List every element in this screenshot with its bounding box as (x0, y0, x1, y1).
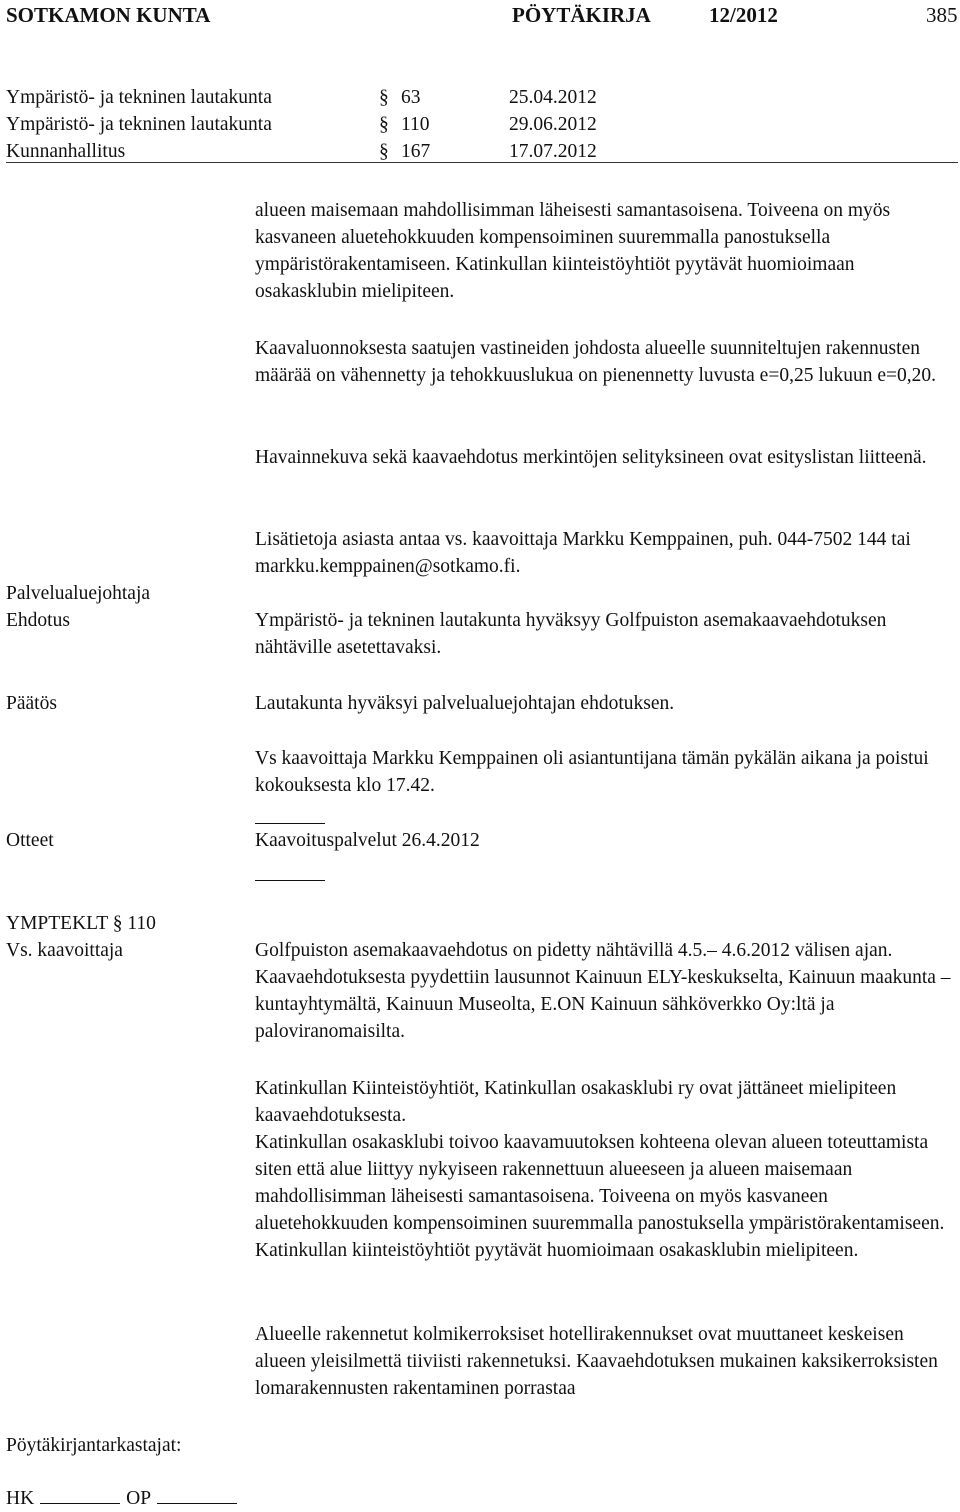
section-symbol: § (379, 114, 389, 135)
meeting-date: 17.07.2012 (509, 141, 597, 162)
page-header (6, 2, 956, 32)
section-number: 110 (401, 114, 430, 135)
meeting-date: 25.04.2012 (509, 87, 597, 108)
divider (255, 880, 325, 881)
paragraph: Kaavaluonnoksesta saatujen vastineiden johdosta alueelle suunniteltujen rakennusten määrää on vähennetty ja tehokkuuslukua on pienennetty luvusta e=0,25 lukuun e=0,20. (255, 338, 937, 386)
inspectors-label: Pöytäkirjantarkastajat: (6, 1435, 182, 1456)
reference-role: Vs. kaavoittaja (6, 940, 123, 961)
paragraph: Katinkullan Kiinteistöyhtiöt, Katinkullan osakasklubi ry ovat jättäneet mielipiteen kaavaehdotuksesta. (255, 1078, 897, 1126)
paragraph: Golfpuiston asemakaavaehdotus on pidetty nähtävillä 4.5.– 4.6.2012 välisen ajan. Kaavaehdotuksesta pyydettiin lausunnot Kainuun ELY-keskukselta, Kainuun maakunta –kuntayhtymältä, Kainuun Museolta, E.ON Kainuun sähköverkko Oy:ltä ja paloviranomaisilta. (255, 940, 951, 1042)
meeting-row (6, 138, 956, 165)
meeting-row (6, 111, 956, 138)
paragraph: alueen maisemaan mahdollisimman läheisesti samantasoisena. Toiveena on myös kasvaneen aluetehokkuuden kompensoiminen suuremmalla panostuksella ympäristörakentamiseen. Katinkullan kiinteistöyhtiöt pyytävät huomioimaan osakasklubin mielipiteen. (255, 200, 891, 302)
proposal-text: Ympäristö- ja tekninen lautakunta hyväksyy Golfpuiston asemakaavaehdotuksen nähtäville asetettavaksi. (255, 610, 887, 658)
reference-code: YMPTEKLT § 110 (6, 913, 156, 934)
meeting-date: 29.06.2012 (509, 114, 597, 135)
document-type: PÖYTÄKIRJA (512, 3, 651, 27)
section-symbol: § (379, 87, 389, 108)
meeting-body: Kunnanhallitus (6, 141, 126, 162)
municipality-name: SOTKAMON KUNTA (6, 3, 211, 27)
proposer-label: Palvelualuejohtaja (6, 583, 151, 604)
paragraph: Lisätietoja asiasta antaa vs. kaavoittaja Markku Kemppainen, puh. 044-7502 144 tai markku.kemppainen@sotkamo.fi. (255, 529, 911, 577)
header-divider (6, 162, 958, 163)
issue-number: 12/2012 (709, 3, 778, 27)
signature-blank (40, 1503, 120, 1504)
meeting-row (6, 84, 956, 111)
decision-label: Päätös (6, 693, 57, 714)
section-symbol: § (379, 141, 389, 162)
paragraph: Vs kaavoittaja Markku Kemppainen oli asiantuntijana tämän pykälän aikana ja poistui kokouksesta klo 17.42. (255, 748, 929, 796)
signature-hk: HK (6, 1488, 35, 1509)
extracts-text: Kaavoituspalvelut 26.4.2012 (255, 830, 480, 851)
meeting-body: Ympäristö- ja tekninen lautakunta (6, 114, 272, 135)
paragraph: Havainnekuva sekä kaavaehdotus merkintöjen selityksineen ovat esityslistan liitteenä. (255, 447, 927, 468)
paragraph: Katinkullan osakasklubi toivoo kaavamuutoksen kohteena olevan alueen toteuttamista siten että alue liittyy nykyiseen rakennettuun alueeseen ja alueen maisemaan mahdollisimman läheisesti samantasoisena. Toiveena on myös kasvaneen aluetehokkuuden kompensoiminen suuremmalla panostuksella ympäristörakentamiseen. Katinkullan kiinteistöyhtiöt pyytävät huomioimaan osakasklubin mielipiteen. (255, 1132, 945, 1261)
proposal-label: Ehdotus (6, 610, 70, 631)
section-number: 63 (401, 87, 421, 108)
paragraph: Alueelle rakennetut kolmikerroksiset hotellirakennukset ovat muuttaneet keskeisen alueen yleisilmettä tiiviisti rakennetuksi. Kaavaehdotuksen mukainen kaksikerroksisten lomarakennusten rakentaminen porrastaa (255, 1324, 938, 1399)
divider (255, 823, 325, 824)
signature-line (6, 1485, 243, 1512)
signature-blank (157, 1503, 237, 1504)
meeting-body: Ympäristö- ja tekninen lautakunta (6, 87, 272, 108)
page-number: 385 (926, 3, 958, 27)
extracts-label: Otteet (6, 830, 54, 851)
signature-op: OP (126, 1488, 152, 1509)
decision-text: Lautakunta hyväksyi palvelualuejohtajan ehdotuksen. (255, 693, 675, 714)
section-number: 167 (401, 141, 431, 162)
